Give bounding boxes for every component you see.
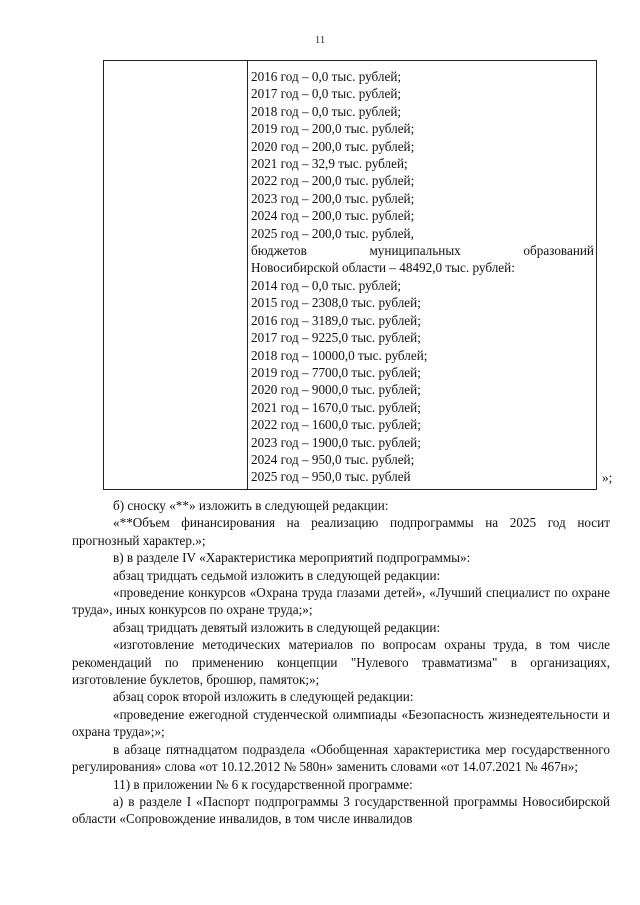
- paragraph: «проведение конкурсов «Охрана труда глазами детей», «Лучший специалист по охране труда», иных конкурсов по охране труда;»;: [72, 585, 610, 618]
- paragraph: абзац тридцать седьмой изложить в следующей редакции:: [113, 567, 441, 583]
- funding-line: 2023 год – 200,0 тыс. рублей;: [251, 190, 415, 206]
- paragraph: абзац сорок второй изложить в следующей редакции:: [113, 689, 414, 705]
- paragraph: в абзаце пятнадцатом подраздела «Обобщенная характеристика мер государственного регулирования» слова «от 10.12.2012 № 580н» заменить словами «от 14.07.2021 № 467н»;: [72, 741, 610, 775]
- funding-line: Новосибирской области – 48492,0 тыс. рублей:: [251, 260, 515, 276]
- funding-line: 2022 год – 200,0 тыс. рублей;: [251, 173, 415, 189]
- funding-table: [103, 60, 597, 490]
- closing-quote: »;: [602, 470, 613, 485]
- funding-line: 2016 год – 0,0 тыс. рублей;: [251, 69, 402, 84]
- table-column-divider: [247, 61, 248, 489]
- funding-line: 2025 год – 950,0 тыс. рублей: [251, 469, 411, 485]
- funding-line: 2021 год – 1670,0 тыс. рублей;: [251, 399, 421, 415]
- funding-line: 2024 год – 200,0 тыс. рублей;: [251, 208, 415, 224]
- funding-line: 2024 год – 950,0 тыс. рублей;: [251, 451, 415, 467]
- funding-line: 2016 год – 3189,0 тыс. рублей;: [251, 312, 421, 328]
- funding-line: 2015 год – 2308,0 тыс. рублей;: [251, 295, 421, 311]
- paragraph: «изготовление методических материалов по вопросам охраны труда, в том числе рекомендаций по применению концепции "Нулевого травматизма" в организациях, изготовление буклетов, брошюр, памяток;»;: [72, 637, 610, 688]
- funding-line: 2014 год – 0,0 тыс. рублей;: [251, 277, 402, 293]
- funding-line: бюджетов муниципальных образований: [251, 243, 594, 259]
- funding-line: 2022 год – 1600,0 тыс. рублей;: [251, 417, 421, 433]
- funding-line: 2017 год – 9225,0 тыс. рублей;: [251, 330, 421, 346]
- funding-line: 2017 год – 0,0 тыс. рублей;: [251, 86, 402, 102]
- funding-line: 2023 год – 1900,0 тыс. рублей;: [251, 434, 421, 450]
- funding-line: 2019 год – 200,0 тыс. рублей;: [251, 121, 415, 137]
- funding-line: 2018 год – 10000,0 тыс. рублей;: [251, 347, 428, 363]
- paragraph: 11) в приложении № 6 к государственной программе:: [113, 776, 413, 792]
- funding-line: 2021 год – 32,9 тыс. рублей;: [251, 156, 408, 172]
- funding-line: 2025 год – 200,0 тыс. рублей,: [251, 225, 414, 241]
- paragraph: б) сноску «**» изложить в следующей редакции:: [113, 498, 389, 513]
- paragraph: а) в разделе I «Паспорт подпрограммы 3 государственной программы Новосибирской области «Сопровождение инвалидов, в том числе инвалидов: [72, 793, 610, 827]
- body-text: [72, 497, 610, 828]
- page-number: 11: [314, 34, 326, 46]
- funding-line: 2019 год – 7700,0 тыс. рублей;: [251, 364, 421, 380]
- funding-cell: [251, 68, 594, 486]
- paragraph: «проведение ежегодной студенческой олимпиады «Безопасность жизнедеятельности и охрана труда»;»;: [72, 706, 610, 740]
- funding-line: 2020 год – 200,0 тыс. рублей;: [251, 138, 415, 154]
- paragraph: в) в разделе IV «Характеристика мероприятий подпрограммы»:: [113, 550, 471, 566]
- funding-line: 2020 год – 9000,0 тыс. рублей;: [251, 382, 421, 398]
- funding-line: 2018 год – 0,0 тыс. рублей;: [251, 103, 402, 119]
- paragraph: абзац тридцать девятый изложить в следующей редакции:: [113, 619, 441, 635]
- paragraph: «**Объем финансирования на реализацию подпрограммы на 2025 год носит прогнозный характер.»;: [72, 515, 610, 548]
